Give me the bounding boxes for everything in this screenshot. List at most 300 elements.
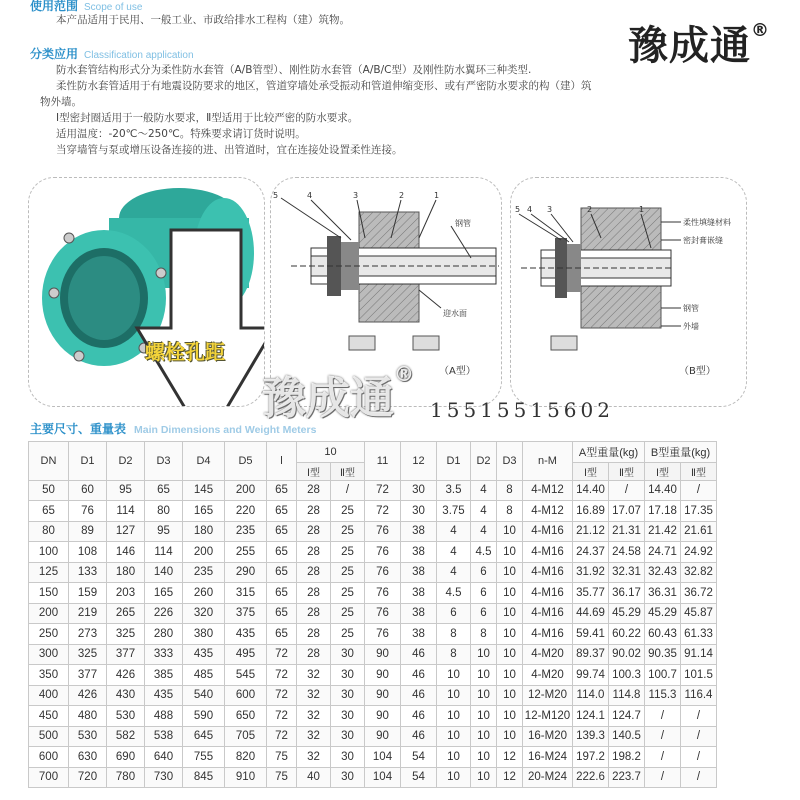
- table-cell: 28: [297, 521, 331, 542]
- table-cell: 260: [183, 583, 225, 604]
- col-header-d3b: D3: [497, 442, 523, 481]
- table-cell: 690: [107, 747, 145, 768]
- table-cell: 14.40: [645, 480, 681, 501]
- table-cell: 89: [69, 521, 107, 542]
- table-cell: 538: [145, 726, 183, 747]
- diagram-b-callout-4: 4: [527, 205, 533, 214]
- table-cell: 60: [69, 480, 107, 501]
- col-header-10: 10: [297, 442, 365, 463]
- table-row: [29, 542, 717, 563]
- table-cell: 32: [297, 706, 331, 727]
- table-cell: 36.72: [681, 583, 717, 604]
- table-cell: 10: [471, 685, 497, 706]
- table-cell: 12-M120: [523, 706, 573, 727]
- table-cell: /: [645, 706, 681, 727]
- table-row: [29, 583, 717, 604]
- table-cell: 28: [297, 603, 331, 624]
- table-cell: 38: [401, 603, 437, 624]
- table-cell: 10: [497, 624, 523, 645]
- table-cell: 219: [69, 603, 107, 624]
- table-cell: 50: [29, 480, 69, 501]
- table-cell: 4: [471, 480, 497, 501]
- table-cell: 645: [183, 726, 225, 747]
- table-cell: 72: [267, 706, 297, 727]
- table-cell: 4-M16: [523, 521, 573, 542]
- table-cell: 10: [471, 665, 497, 686]
- table-cell: 30: [331, 767, 365, 788]
- table-cell: 377: [107, 644, 145, 665]
- table-cell: 104: [365, 767, 401, 788]
- table-cell: 30: [331, 644, 365, 665]
- col-header-11: 11: [365, 442, 401, 481]
- table-cell: 255: [225, 542, 267, 563]
- classification-title: [30, 45, 194, 62]
- table-cell: 100: [29, 542, 69, 563]
- table-cell: 235: [183, 562, 225, 583]
- table-cell: 25: [331, 562, 365, 583]
- table-cell: 60.22: [609, 624, 645, 645]
- diagram-b-label-outer-wall: 外墙: [683, 322, 699, 331]
- table-cell: 650: [225, 706, 267, 727]
- classification-title-text: 分类应用: [30, 47, 79, 61]
- table-cell: 3.5: [437, 480, 471, 501]
- col-header-l: l: [267, 442, 297, 481]
- table-row: [29, 501, 717, 522]
- table-cell: 145: [183, 480, 225, 501]
- table-cell: 200: [225, 480, 267, 501]
- table-cell: 8: [471, 624, 497, 645]
- table-cell: 4: [437, 562, 471, 583]
- table-cell: 99.74: [573, 665, 609, 686]
- table-cell: 4-M16: [523, 583, 573, 604]
- table-cell: 38: [401, 521, 437, 542]
- table-cell: 25: [331, 501, 365, 522]
- table-title-text: 主要尺寸、重量表: [30, 422, 127, 436]
- table-cell: 114: [145, 542, 183, 563]
- table-cell: 65: [29, 501, 69, 522]
- scope-title-en: Scope of use: [84, 2, 143, 13]
- classification-line-3: 物外墙。: [40, 96, 82, 108]
- table-cell: 426: [69, 685, 107, 706]
- table-cell: 46: [401, 706, 437, 727]
- table-cell: 10: [471, 726, 497, 747]
- table-cell: 21.31: [609, 521, 645, 542]
- table-cell: 220: [225, 501, 267, 522]
- table-cell: 12: [497, 767, 523, 788]
- table-cell: 133: [69, 562, 107, 583]
- table-row: [29, 644, 717, 665]
- table-cell: 140: [145, 562, 183, 583]
- table-cell: 90.02: [609, 644, 645, 665]
- table-cell: 115.3: [645, 685, 681, 706]
- col-header-n-m: n-M: [523, 442, 573, 481]
- table-cell: 730: [145, 767, 183, 788]
- table-cell: 10: [437, 706, 471, 727]
- table-cell: 46: [401, 665, 437, 686]
- table-cell: 10: [437, 665, 471, 686]
- table-cell: 45.87: [681, 603, 717, 624]
- classification-line-4: Ⅰ型密封圈适用于一般防水要求，Ⅱ型适用于比较严密的防水要求。: [56, 112, 359, 124]
- table-cell: 76: [69, 501, 107, 522]
- table-cell: 24.92: [681, 542, 717, 563]
- table-cell: 10: [497, 685, 523, 706]
- bolt-hole-distance-label: 螺栓孔距: [145, 340, 225, 364]
- table-cell: 32.43: [645, 562, 681, 583]
- table-cell: 203: [107, 583, 145, 604]
- table-cell: 28: [297, 542, 331, 563]
- classification-line-1: 防水套管结构形式分为柔性防水套管（A/B管型）、刚性防水套管（A/B/C型）及刚性防水翼环三种类型.: [56, 64, 532, 76]
- table-cell: 10: [497, 583, 523, 604]
- table-cell: 600: [29, 747, 69, 768]
- table-cell: 8: [497, 501, 523, 522]
- table-cell: 165: [183, 501, 225, 522]
- diagram-b-drawing: [511, 178, 746, 406]
- table-cell: 89.37: [573, 644, 609, 665]
- table-cell: 108: [69, 542, 107, 563]
- table-cell: 430: [107, 685, 145, 706]
- table-cell: 720: [69, 767, 107, 788]
- table-row: [29, 726, 717, 747]
- table-cell: 495: [225, 644, 267, 665]
- phone-number: 15515515602: [430, 398, 614, 422]
- table-cell: 30: [401, 480, 437, 501]
- table-cell: 32: [297, 685, 331, 706]
- table-cell: 76: [365, 583, 401, 604]
- table-cell: 65: [267, 562, 297, 583]
- table-cell: 8: [497, 480, 523, 501]
- table-cell: 45.29: [609, 603, 645, 624]
- diagram-b-label-sealant: 密封膏嵌缝: [683, 236, 723, 245]
- subheader-10-type1: Ⅰ型: [297, 462, 331, 480]
- table-cell: 46: [401, 644, 437, 665]
- subheader-a-type2: Ⅱ型: [609, 462, 645, 480]
- diagram-a-label-steel-pipe: 钢管: [455, 219, 471, 228]
- table-cell: 8: [437, 624, 471, 645]
- table-cell: 485: [183, 665, 225, 686]
- table-cell: 4-M20: [523, 665, 573, 686]
- diagram-b-callout-2: 2: [587, 205, 593, 214]
- table-cell: 20-M24: [523, 767, 573, 788]
- table-cell: 4-M20: [523, 644, 573, 665]
- table-cell: 32: [297, 747, 331, 768]
- table-cell: 44.69: [573, 603, 609, 624]
- table-cell: 59.41: [573, 624, 609, 645]
- table-row: [29, 747, 717, 768]
- table-cell: 3.75: [437, 501, 471, 522]
- table-cell: 25: [331, 583, 365, 604]
- table-cell: 36.17: [609, 583, 645, 604]
- table-cell: 90: [365, 706, 401, 727]
- table-cell: 10: [497, 665, 523, 686]
- table-cell: 28: [297, 501, 331, 522]
- table-cell: 325: [107, 624, 145, 645]
- table-cell: 104: [365, 747, 401, 768]
- table-cell: 582: [107, 726, 145, 747]
- table-cell: 25: [331, 542, 365, 563]
- table-cell: 30: [331, 685, 365, 706]
- col-header-d5: D5: [225, 442, 267, 481]
- table-cell: 80: [145, 501, 183, 522]
- table-cell: 755: [183, 747, 225, 768]
- table-cell: 28: [297, 644, 331, 665]
- table-cell: 32: [297, 665, 331, 686]
- table-cell: 125: [29, 562, 69, 583]
- table-cell: 450: [29, 706, 69, 727]
- table-cell: 4: [471, 501, 497, 522]
- table-cell: 114.0: [573, 685, 609, 706]
- table-cell: 200: [183, 542, 225, 563]
- table-cell: /: [609, 480, 645, 501]
- classification-line-5: 适用温度：-20℃～250℃。特殊要求请订货时说明。: [56, 128, 306, 140]
- table-cell: 12: [497, 747, 523, 768]
- table-cell: 90: [365, 644, 401, 665]
- table-cell: 76: [365, 624, 401, 645]
- table-cell: /: [645, 726, 681, 747]
- table-cell: 10: [497, 726, 523, 747]
- col-header-d2: D2: [107, 442, 145, 481]
- table-cell: 222.6: [573, 767, 609, 788]
- table-cell: 91.14: [681, 644, 717, 665]
- subheader-10-type2: Ⅱ型: [331, 462, 365, 480]
- col-header-d3: D3: [145, 442, 183, 481]
- table-cell: 72: [267, 726, 297, 747]
- table-cell: 10: [471, 747, 497, 768]
- table-cell: 30: [331, 726, 365, 747]
- table-cell: 350: [29, 665, 69, 686]
- table-cell: 76: [365, 603, 401, 624]
- table-cell: 6: [471, 583, 497, 604]
- table-cell: 500: [29, 726, 69, 747]
- col-header-d1: D1: [69, 442, 107, 481]
- diagram-b-callout-1: 1: [639, 205, 645, 214]
- table-title: [30, 420, 316, 437]
- table-cell: 38: [401, 583, 437, 604]
- table-cell: 114: [107, 501, 145, 522]
- table-cell: 200: [29, 603, 69, 624]
- table-cell: 46: [401, 726, 437, 747]
- table-cell: 380: [183, 624, 225, 645]
- table-cell: 124.7: [609, 706, 645, 727]
- table-cell: 72: [267, 665, 297, 686]
- table-cell: 400: [29, 685, 69, 706]
- table-cell: 10: [471, 644, 497, 665]
- table-cell: 32.82: [681, 562, 717, 583]
- watermark-mark: ®: [394, 362, 414, 386]
- table-cell: 10: [497, 542, 523, 563]
- table-cell: 65: [267, 542, 297, 563]
- table-cell: 700: [29, 767, 69, 788]
- table-cell: /: [681, 726, 717, 747]
- diagram-a-callout-3: 3: [353, 191, 359, 200]
- col-header-a-weight: A型重量(kg): [573, 442, 645, 463]
- table-cell: 25: [331, 624, 365, 645]
- table-cell: 114.8: [609, 685, 645, 706]
- diagram-b-callout-5: 5: [515, 205, 521, 214]
- table-cell: 90.35: [645, 644, 681, 665]
- table-cell: 780: [107, 767, 145, 788]
- table-cell: 65: [267, 603, 297, 624]
- table-cell: 223.7: [609, 767, 645, 788]
- table-cell: 16-M24: [523, 747, 573, 768]
- table-cell: 273: [69, 624, 107, 645]
- table-cell: 40: [297, 767, 331, 788]
- table-cell: 30: [331, 706, 365, 727]
- table-cell: 16.89: [573, 501, 609, 522]
- table-cell: 10: [471, 706, 497, 727]
- table-cell: 54: [401, 747, 437, 768]
- classification-line-2: 柔性防水套管适用于有地震设防要求的地区，管道穿墙处承受振动和管道伸缩变形、或有严密防水要求的构（建）筑: [56, 80, 592, 92]
- brand-registered-mark: ®: [751, 20, 770, 41]
- table-cell: 6: [437, 603, 471, 624]
- table-cell: 80: [29, 521, 69, 542]
- table-cell: 139.3: [573, 726, 609, 747]
- table-cell: 28: [297, 624, 331, 645]
- table-cell: 10: [497, 644, 523, 665]
- table-cell: 6: [471, 562, 497, 583]
- table-cell: 545: [225, 665, 267, 686]
- product-illustration: [29, 178, 264, 406]
- table-cell: 61.33: [681, 624, 717, 645]
- table-cell: 530: [107, 706, 145, 727]
- table-cell: 17.18: [645, 501, 681, 522]
- table-cell: 90: [365, 685, 401, 706]
- table-cell: 65: [267, 480, 297, 501]
- table-cell: 640: [145, 747, 183, 768]
- table-cell: 100.7: [645, 665, 681, 686]
- table-cell: 38: [401, 562, 437, 583]
- table-cell: 197.2: [573, 747, 609, 768]
- table-cell: 17.35: [681, 501, 717, 522]
- dimensions-weight-table: [28, 441, 717, 788]
- table-cell: 24.37: [573, 542, 609, 563]
- table-cell: 65: [267, 583, 297, 604]
- table-cell: 101.5: [681, 665, 717, 686]
- watermark-name: 豫成通: [262, 373, 394, 424]
- table-cell: 6: [471, 603, 497, 624]
- table-cell: 435: [145, 685, 183, 706]
- table-cell: 488: [145, 706, 183, 727]
- table-cell: /: [681, 767, 717, 788]
- table-cell: 435: [183, 644, 225, 665]
- table-cell: 21.12: [573, 521, 609, 542]
- product-image-panel: [28, 177, 265, 407]
- brand-logo: [628, 14, 770, 71]
- table-cell: 4: [471, 521, 497, 542]
- subheader-b-type1: Ⅰ型: [645, 462, 681, 480]
- diagram-b-callout-3: 3: [547, 205, 553, 214]
- table-cell: 75: [267, 767, 297, 788]
- table-cell: 60.43: [645, 624, 681, 645]
- table-cell: 315: [225, 583, 267, 604]
- table-row: [29, 521, 717, 542]
- table-row: [29, 767, 717, 788]
- table-cell: 28: [297, 583, 331, 604]
- table-cell: 65: [145, 480, 183, 501]
- table-cell: 4: [437, 542, 471, 563]
- table-cell: 159: [69, 583, 107, 604]
- table-cell: 4-M16: [523, 542, 573, 563]
- subheader-b-type2: Ⅱ型: [681, 462, 717, 480]
- table-cell: 4-M16: [523, 603, 573, 624]
- table-row: [29, 480, 717, 501]
- table-cell: 45.29: [645, 603, 681, 624]
- table-cell: 12-M20: [523, 685, 573, 706]
- table-cell: 198.2: [609, 747, 645, 768]
- table-cell: 90: [365, 726, 401, 747]
- subheader-a-type1: Ⅰ型: [573, 462, 609, 480]
- table-cell: 10: [497, 603, 523, 624]
- table-cell: 10: [497, 706, 523, 727]
- table-cell: 140.5: [609, 726, 645, 747]
- table-cell: 76: [365, 562, 401, 583]
- table-cell: 385: [145, 665, 183, 686]
- table-cell: 630: [69, 747, 107, 768]
- col-header-d1b: D1: [437, 442, 471, 481]
- table-row: [29, 562, 717, 583]
- table-cell: 4.5: [471, 542, 497, 563]
- diagram-a-callout-5: 5: [273, 191, 279, 200]
- table-cell: 4-M12: [523, 501, 573, 522]
- table-cell: 100.3: [609, 665, 645, 686]
- table-cell: 72: [267, 644, 297, 665]
- table-cell: 35.77: [573, 583, 609, 604]
- table-cell: 38: [401, 624, 437, 645]
- table-cell: 54: [401, 767, 437, 788]
- watermark-logo: [262, 362, 414, 426]
- table-cell: 333: [145, 644, 183, 665]
- table-cell: /: [331, 480, 365, 501]
- table-cell: 4: [437, 521, 471, 542]
- table-row: [29, 624, 717, 645]
- table-cell: 65: [267, 521, 297, 542]
- col-header-dn: DN: [29, 442, 69, 481]
- table-cell: 72: [365, 501, 401, 522]
- table-cell: 290: [225, 562, 267, 583]
- table-cell: 16-M20: [523, 726, 573, 747]
- scope-title-text: 使用范围: [30, 0, 79, 13]
- table-cell: 180: [183, 521, 225, 542]
- table-cell: 590: [183, 706, 225, 727]
- table-cell: 377: [69, 665, 107, 686]
- table-cell: 280: [145, 624, 183, 645]
- table-cell: 17.07: [609, 501, 645, 522]
- table-cell: 38: [401, 542, 437, 563]
- table-cell: 116.4: [681, 685, 717, 706]
- table-cell: 76: [365, 521, 401, 542]
- table-cell: /: [681, 480, 717, 501]
- table-cell: 32: [297, 726, 331, 747]
- table-cell: 72: [267, 685, 297, 706]
- table-cell: 28: [297, 562, 331, 583]
- table-cell: 265: [107, 603, 145, 624]
- table-cell: 820: [225, 747, 267, 768]
- table-cell: 127: [107, 521, 145, 542]
- diagram-a-type-label: （A型）: [439, 366, 476, 377]
- table-cell: 4.5: [437, 583, 471, 604]
- table-cell: 36.31: [645, 583, 681, 604]
- table-cell: 95: [107, 480, 145, 501]
- diagram-b-panel: [510, 177, 747, 407]
- table-cell: 10: [497, 562, 523, 583]
- table-cell: 30: [331, 665, 365, 686]
- table-header-row: [29, 442, 717, 463]
- table-cell: 30: [401, 501, 437, 522]
- table-cell: 226: [145, 603, 183, 624]
- table-cell: 28: [297, 480, 331, 501]
- table-row: [29, 603, 717, 624]
- table-cell: 910: [225, 767, 267, 788]
- diagram-a-label-water-face: 迎水面: [443, 309, 467, 318]
